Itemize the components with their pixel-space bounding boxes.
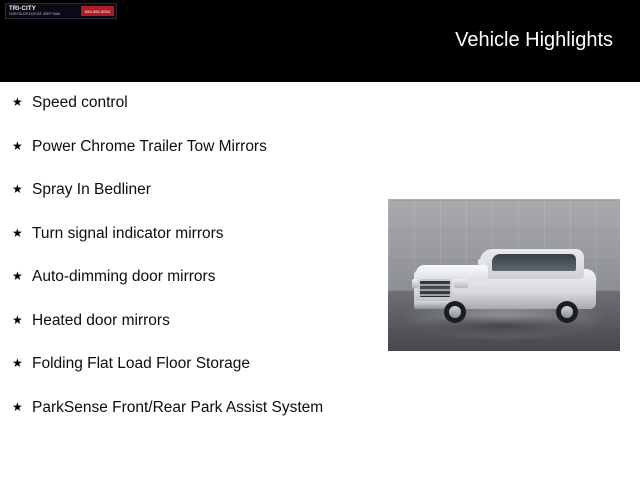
- slide-content: [0, 82, 640, 480]
- list-item: [8, 354, 368, 373]
- list-item-label: Power Chrome Trailer Tow Mirrors: [32, 137, 267, 155]
- list-item-label: Spray In Bedliner: [32, 181, 151, 198]
- dealer-logo-name: TRI-CITY: [9, 6, 36, 12]
- list-item: [8, 398, 368, 417]
- list-item: [8, 311, 368, 330]
- star-icon: ★: [12, 95, 23, 109]
- star-icon: ★: [12, 225, 23, 240]
- list-item-label: Speed control: [32, 94, 128, 111]
- star-icon: ★: [12, 356, 23, 370]
- list-item: [8, 267, 368, 286]
- list-item: [8, 137, 368, 156]
- star-icon: ★: [12, 312, 23, 327]
- list-item-label: Auto-dimming door mirrors: [32, 268, 216, 285]
- star-icon: ★: [12, 182, 23, 196]
- star-icon: ★: [12, 399, 23, 414]
- list-item-label: Heated door mirrors: [32, 311, 170, 329]
- page-title: Vehicle Highlights: [455, 29, 613, 51]
- dealer-logo: [5, 3, 117, 19]
- truck-grille-bar: [420, 284, 450, 286]
- truck-front-wheel: [444, 301, 466, 323]
- truck-mirror: [478, 259, 486, 265]
- vehicle-highlights-list: [8, 93, 368, 441]
- dealer-phone-badge: 855-982-5053: [81, 6, 114, 16]
- list-item: [8, 224, 368, 243]
- truck-headlight-right: [454, 279, 468, 288]
- star-icon: ★: [12, 269, 23, 283]
- list-item-label: Folding Flat Load Floor Storage: [32, 355, 250, 372]
- vehicle-photo: [388, 199, 620, 351]
- truck-rear-wheel: [556, 301, 578, 323]
- truck-grille-bar: [420, 289, 450, 291]
- list-item-label: Turn signal indicator mirrors: [32, 224, 224, 242]
- dealer-logo-subtitle: CHRYSLER DODGE JEEP RAM: [9, 12, 61, 16]
- list-item: [8, 93, 368, 112]
- slide-header: [0, 0, 640, 82]
- truck-illustration: [406, 243, 602, 327]
- truck-grille-bar: [420, 294, 450, 296]
- list-item-label: ParkSense Front/Rear Park Assist System: [32, 398, 324, 416]
- star-icon: ★: [12, 138, 23, 153]
- truck-windshield: [492, 254, 576, 271]
- list-item: [8, 180, 368, 199]
